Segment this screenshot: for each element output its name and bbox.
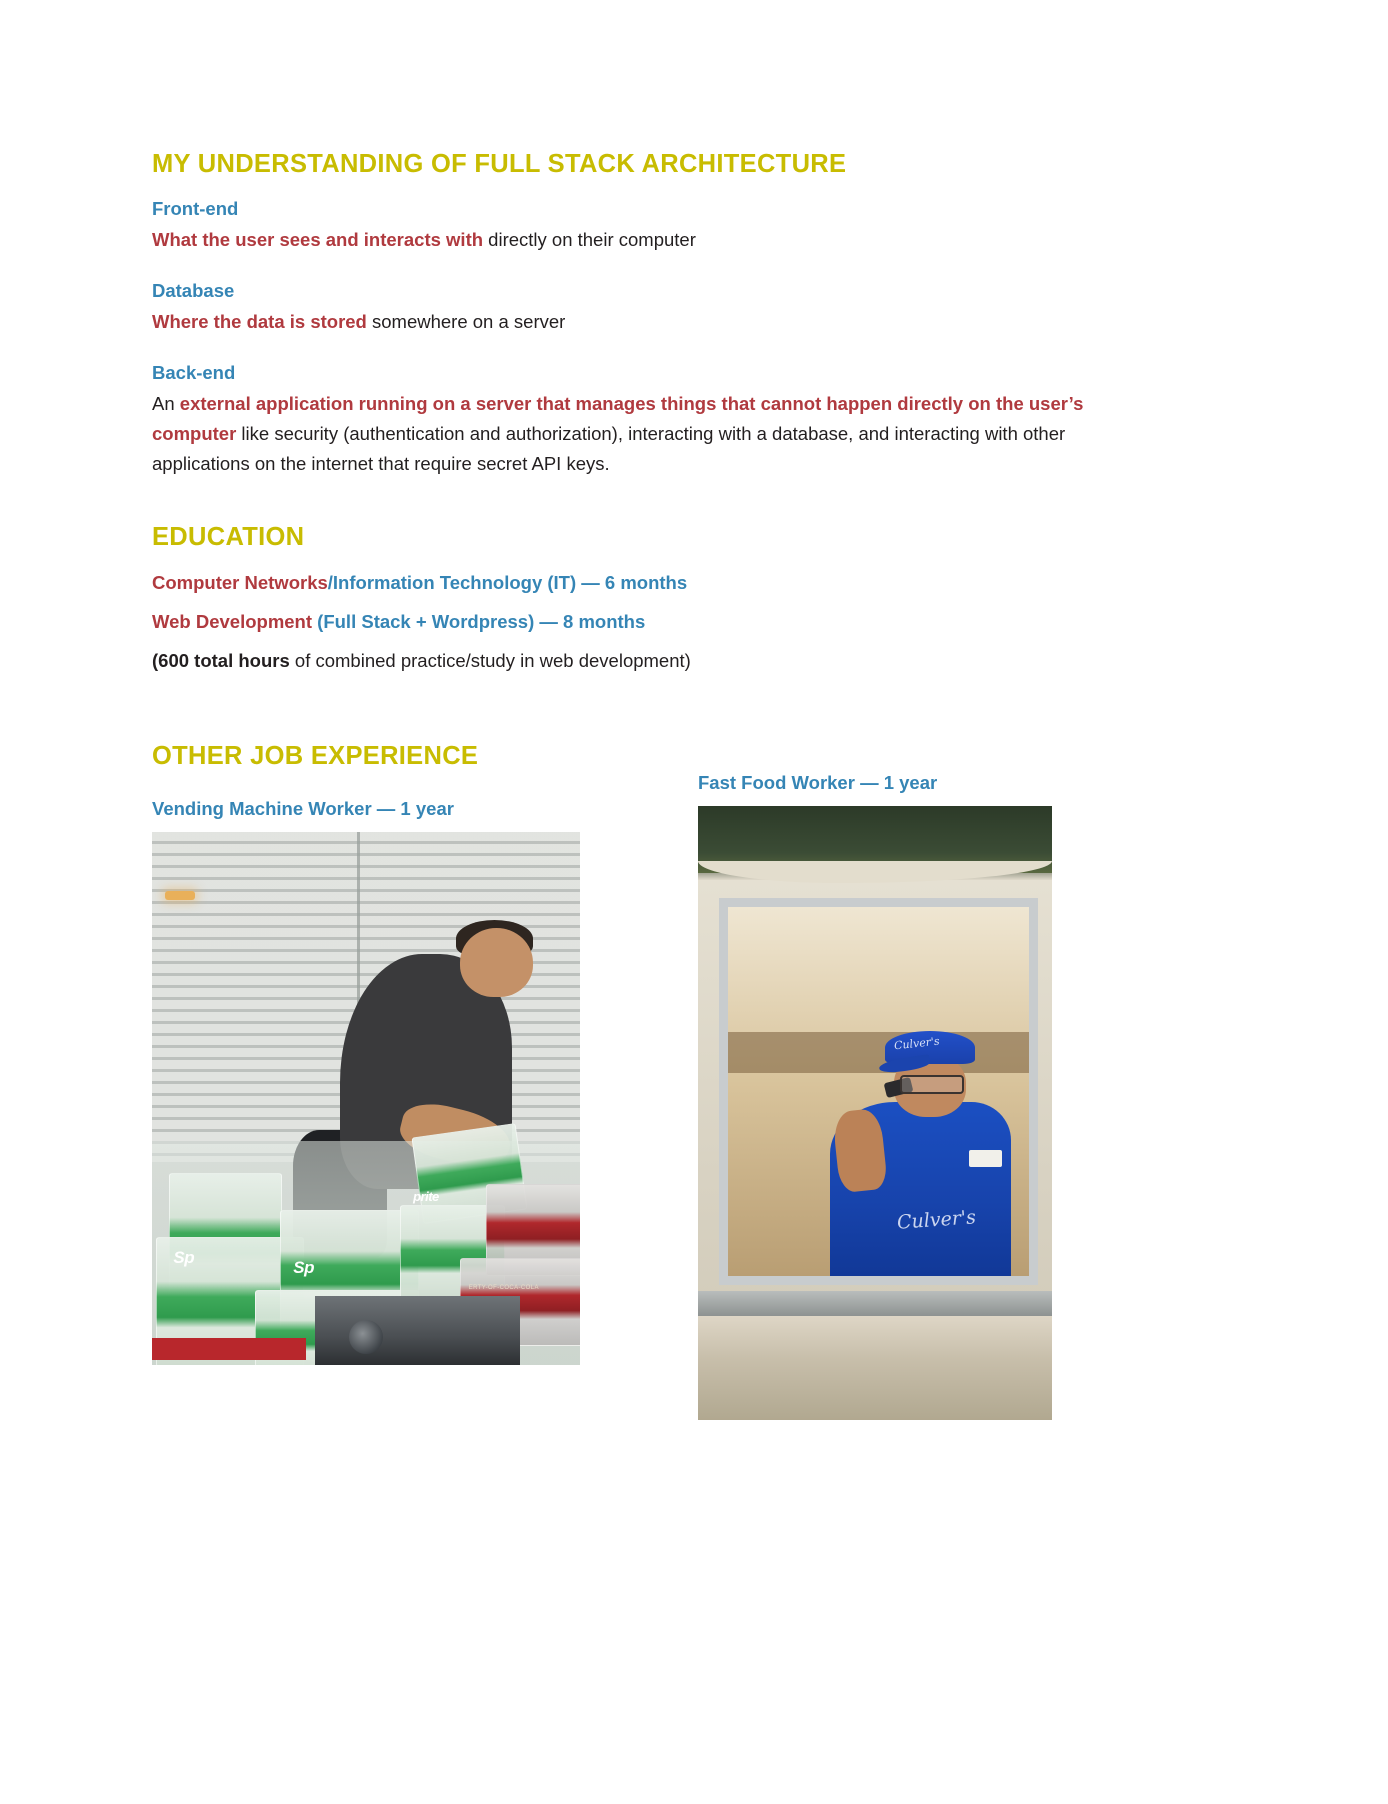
cap-logo-text: Culver's xyxy=(892,1034,940,1053)
description-database xyxy=(152,307,1092,337)
worker-head xyxy=(460,928,533,997)
ceiling-lamp xyxy=(165,891,195,900)
drive-through-window-frame xyxy=(719,898,1038,1285)
sub-heading-database: Database xyxy=(152,280,235,302)
database-emphasis: Where the data is stored xyxy=(152,311,367,333)
education-hours-bold: 600 total hours xyxy=(158,649,290,671)
back-end-emphasis: external application running on a server that manages things that cannot happen directly on the user’s computer xyxy=(152,393,1084,445)
section-title-education: EDUCATION xyxy=(152,523,305,552)
job-column-vending-machine xyxy=(152,797,582,1365)
back-end-lead: An xyxy=(152,393,180,415)
window-sill-metal xyxy=(698,1291,1052,1316)
education-entry-networks-red: Computer Networks xyxy=(152,571,328,593)
shirt-logo-text: Culver's xyxy=(895,1206,977,1235)
sprite-logo-text: Sp xyxy=(293,1258,314,1278)
job-label-vending-machine: Vending Machine Worker — 1 year xyxy=(152,797,454,819)
database-rest: somewhere on a server xyxy=(366,311,566,333)
sprite-logo-text: prite xyxy=(413,1188,439,1204)
back-end-rest: like security (authentication and authorization), interacting with a database, and interacting with other applications on the internet that require secret API keys. xyxy=(152,423,1066,475)
education-entry-networks-blue: /Information Technology (IT) — 6 months xyxy=(327,571,688,593)
description-front-end xyxy=(152,225,1092,255)
section-other-job-experience xyxy=(152,742,1092,1411)
employee-name-badge xyxy=(969,1150,1002,1167)
job-photo-row xyxy=(152,771,1092,1411)
section-title-other-job-experience: OTHER JOB EXPERIENCE xyxy=(152,741,479,770)
section-full-stack-architecture xyxy=(152,150,1092,479)
hand-truck xyxy=(315,1296,520,1365)
job-label-fast-food: Fast Food Worker — 1 year xyxy=(698,771,938,793)
page-content xyxy=(152,150,1092,1411)
job-column-fast-food xyxy=(698,771,1054,1420)
sub-heading-front-end: Front-end xyxy=(152,198,239,220)
employee-glasses xyxy=(900,1075,964,1094)
sub-heading-back-end: Back-end xyxy=(152,362,236,384)
vending-machine-worker-photo xyxy=(152,832,580,1365)
education-entry-networks xyxy=(152,571,1092,596)
education-entry-webdev xyxy=(152,610,1092,635)
architecture-item-database xyxy=(152,279,1092,337)
architecture-item-back-end xyxy=(152,361,1092,479)
sprite-logo-text: Sp xyxy=(173,1247,195,1267)
education-hours-open-paren: ( xyxy=(152,649,159,671)
stone-counter xyxy=(698,1316,1052,1420)
education-hours-note xyxy=(152,649,1092,674)
education-entry-webdev-red: Web Development xyxy=(152,610,313,632)
section-education xyxy=(152,523,1092,673)
cart-red-strip xyxy=(152,1338,306,1359)
fast-food-worker-photo xyxy=(698,806,1052,1420)
front-end-emphasis: What the user sees and interacts with xyxy=(152,229,484,251)
front-end-rest: directly on their computer xyxy=(483,229,696,251)
coke-crate-text: ERTY-OF-COCA-COLA xyxy=(468,1284,539,1291)
education-entry-webdev-blue: (Full Stack + Wordpress) — 8 months xyxy=(312,610,646,632)
architecture-item-front-end xyxy=(152,197,1092,255)
education-hours-rest: of combined practice/study in web development) xyxy=(289,649,691,671)
hand-truck-wheel xyxy=(349,1320,383,1354)
description-back-end xyxy=(152,389,1092,479)
section-title-architecture: MY UNDERSTANDING OF FULL STACK ARCHITECTURE xyxy=(152,150,847,178)
